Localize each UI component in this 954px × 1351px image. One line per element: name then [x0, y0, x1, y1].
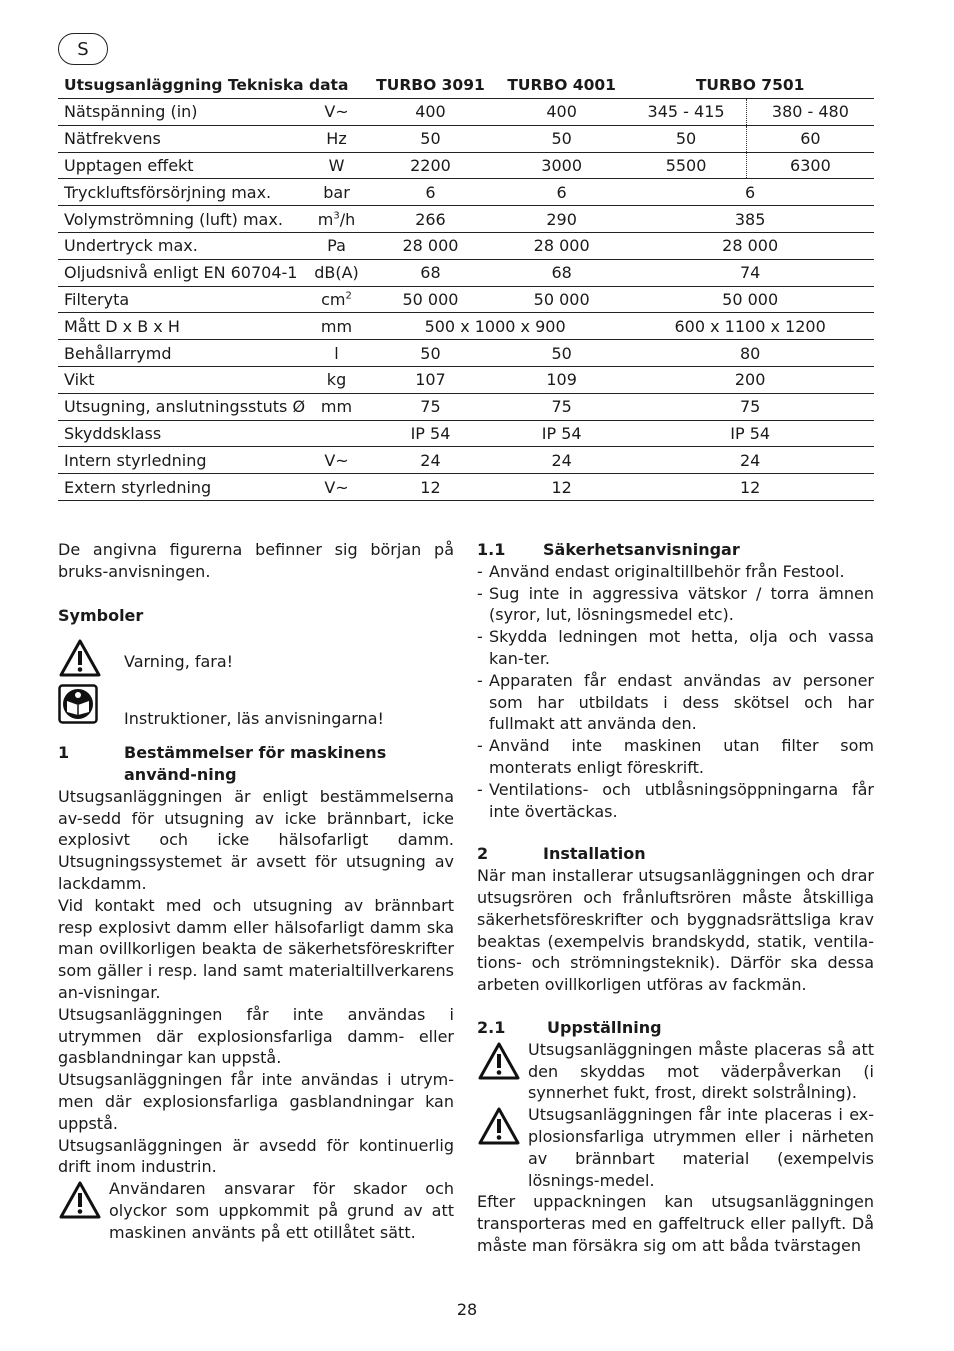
value-turbo-3091: 50: [364, 340, 497, 367]
value-turbo-7501: 6: [626, 179, 874, 206]
section-title: Uppställning: [547, 1017, 662, 1037]
row-unit: [309, 420, 364, 447]
warning-triangle-icon: [477, 1041, 521, 1081]
paragraph: Utsugsanläggningen får inte användas i utrym-men där explosionsfarliga gasblandningar kan uppstå.: [58, 1070, 454, 1133]
row-unit: l: [309, 340, 364, 367]
list-item: - Använd inte maskinen utan filter som monterats enligt föreskrift.: [477, 735, 874, 779]
row-label: Tryckluftsförsörjning max.: [58, 179, 309, 206]
value-turbo-4001: 3000: [497, 152, 626, 179]
row-label: Filteryta: [58, 286, 309, 313]
warning-text: Utsugsanläggningen måste placeras så att den skyddas mot väderpåverkan (i synnerhet fukt, frost, direkt solstrålning).: [528, 1039, 874, 1103]
warning-triangle-icon: [58, 1180, 102, 1220]
value-turbo-3091: 50: [364, 125, 497, 152]
value-turbo-3091: 266: [364, 206, 497, 233]
value-turbo-4001: 50: [497, 340, 626, 367]
intro-text: De angivna figurerna befinner sig början på bruks-anvisningen.: [58, 540, 454, 581]
value-turbo-3091: 28 000: [364, 232, 497, 259]
row-unit: mm: [309, 393, 364, 420]
warning-block: [58, 1178, 454, 1243]
paragraph: När man installerar utsugsanläggningen och drar utsugsrören och frånluftsrören måste åtskilliga säkerhetsföreskrifter och byggnadsrättsliga krav beaktas (exempelvis brandskydd, statik, ventila-tions- och strömningsteknik). Därför ska dessa arbeten ovillkorligen utföras av fackmän.: [477, 866, 874, 995]
paragraph: Utsugsanläggningen får inte användas i utrymmen där explosionsfarliga damm- eller gasblandningar kan uppstå.: [58, 1004, 454, 1068]
value-turbo-7501: 24: [626, 447, 874, 474]
value-turbo-7501: 28 000: [626, 232, 874, 259]
list-item: - Använd endast originaltillbehör från Festool.: [477, 561, 874, 583]
row-unit: dB(A): [309, 259, 364, 286]
section-number: 1.1: [477, 540, 506, 559]
table-row: [58, 99, 874, 126]
symbols-heading: Symboler: [58, 605, 144, 625]
value-turbo-3091: 107: [364, 366, 497, 393]
list-item: - Apparaten får endast användas av personer som har utbildats i dess skötsel och har fullmakt att använda den.: [477, 670, 874, 735]
row-unit: V~: [309, 474, 364, 501]
row-label: Extern styrledning: [58, 474, 309, 501]
value-turbo-3091: 50 000: [364, 286, 497, 313]
list-item: - Ventilations- och utblåsningsöppningarna får inte övertäckas.: [477, 779, 874, 823]
value-turbo-4001: IP 54: [497, 420, 626, 447]
value-turbo-7501: 12: [626, 474, 874, 501]
symbol-warning-label: Varning, fara!: [124, 652, 234, 672]
paragraph: Utsugsanläggningen är avsedd för kontinuerlig drift inom industrin.: [58, 1135, 454, 1177]
table-row: [58, 474, 874, 501]
value-turbo-7501: 80: [626, 340, 874, 367]
value-turbo-4001: 24: [497, 447, 626, 474]
paragraph: Efter uppackningen kan utsugsanläggningen transporteras med en gaffeltruck eller pallyft. Då måste man försäkra sig om att båda tvärstagen: [477, 1192, 874, 1255]
value-turbo-3091: IP 54: [364, 420, 497, 447]
unit-base: cm: [321, 289, 346, 309]
row-label: Oljudsnivå enligt EN 60704-1: [58, 259, 309, 286]
left-column: [58, 539, 454, 1244]
row-label: Volymströmning (luft) max.: [58, 206, 309, 233]
table-header-row: [58, 74, 874, 99]
value-turbo-7501: IP 54: [626, 420, 874, 447]
warning-triangle-icon: [477, 1106, 521, 1146]
value-turbo-3091: 12: [364, 474, 497, 501]
warning-text: Användaren ansvarar för skador och olyckor som uppkommit på grund av att maskinen använts på ett otillåtet sätt.: [109, 1179, 454, 1242]
row-unit: [309, 286, 364, 313]
value-turbo-4001: 68: [497, 259, 626, 286]
section-number: 1: [58, 743, 70, 763]
section-title: Säkerhetsanvisningar: [543, 540, 740, 559]
table-row: [58, 313, 874, 340]
row-label: Nätspänning (in): [58, 99, 309, 126]
value-turbo-3091: 75: [364, 393, 497, 420]
value-turbo-3091: 68: [364, 259, 497, 286]
paragraph: Utsugsanläggningen är enligt bestämmelserna av-sedd för utsugning av icke brännbart, icke explosivt och icke hälsofarligt damm. Utsugningssystemet är avsett för utsugning av lackdamm.: [58, 786, 454, 893]
row-label: Skyddsklass: [58, 420, 309, 447]
read-manual-icon: [58, 684, 98, 724]
value-turbo-7501: 200: [626, 366, 874, 393]
table-row: [58, 286, 874, 313]
row-label: Utsugning, anslutningsstuts Ø: [58, 393, 309, 420]
unit-superscript: 2: [345, 290, 352, 302]
value-turbo-7501: 74: [626, 259, 874, 286]
value-turbo-4001: 109: [497, 366, 626, 393]
table-row: [58, 366, 874, 393]
paragraph: Vid kontakt med och utsugning av brännbart resp explosivt damm eller hälsofarligt damm ska man ovillkorligen beakta de säkerhetsföreskrifter som gäller i resp. land samt materialtillverkarens an-visningar.: [58, 895, 454, 1002]
value-turbo-4001: 28 000: [497, 232, 626, 259]
section-title: Installation: [543, 844, 646, 864]
language-badge: S: [58, 33, 108, 65]
section-2-1-heading: [477, 1017, 874, 1039]
col-header-turbo-7501: TURBO 7501: [626, 74, 874, 99]
symbol-instructions-label: Instruktioner, läs anvisningarna!: [124, 709, 384, 729]
row-label: Undertryck max.: [58, 232, 309, 259]
value-turbo-7501: 50 000: [626, 286, 874, 313]
table-row: [58, 152, 874, 179]
row-label: Nätfrekvens: [58, 125, 309, 152]
value-turbo-4001: 400: [497, 99, 626, 126]
value-turbo-4001: 12: [497, 474, 626, 501]
value-turbo-7501: 75: [626, 393, 874, 420]
value-turbo-3091-4001: 500 x 1000 x 900: [364, 313, 626, 340]
row-label: Upptagen effekt: [58, 152, 309, 179]
row-label: Mått D x B x H: [58, 313, 309, 340]
warning-block: [477, 1039, 874, 1104]
value-turbo-7501: 600 x 1100 x 1200: [626, 313, 874, 340]
table-row: [58, 206, 874, 233]
value-turbo-7501-a: 345 - 415: [626, 99, 746, 126]
warning-triangle-icon: [58, 638, 102, 678]
row-unit: V~: [309, 99, 364, 126]
unit-tail: /h: [339, 209, 356, 229]
value-turbo-4001: 6: [497, 179, 626, 206]
unit-base: m: [317, 209, 334, 229]
table-row: [58, 259, 874, 286]
value-turbo-7501-b: 60: [746, 125, 874, 152]
value-turbo-7501-a: 50: [626, 125, 746, 152]
table-row: [58, 447, 874, 474]
right-column: [477, 539, 874, 1257]
list-item: - Skydda ledningen mot hetta, olja och vassa kan-ter.: [477, 626, 874, 670]
row-unit: Hz: [309, 125, 364, 152]
value-turbo-4001: 290: [497, 206, 626, 233]
row-label: Intern styrledning: [58, 447, 309, 474]
row-unit: [309, 206, 364, 233]
section-1-1-heading: [477, 539, 874, 561]
section-1-heading: [58, 742, 454, 786]
value-turbo-4001: 75: [497, 393, 626, 420]
section-2-heading: [477, 843, 874, 865]
technical-data-table: [58, 74, 874, 501]
symbol-warning-row: [58, 638, 454, 678]
value-turbo-7501-a: 5500: [626, 152, 746, 179]
row-unit: bar: [309, 179, 364, 206]
value-turbo-4001: 50: [497, 125, 626, 152]
row-unit: W: [309, 152, 364, 179]
unit-superscript: 3: [333, 210, 340, 222]
section-number: 2.1: [477, 1017, 506, 1037]
table-row: [58, 340, 874, 367]
table-title: Utsugsanläggning Tekniska data: [58, 74, 364, 99]
section-title: Bestämmelser för maskinens använd-ning: [124, 743, 387, 784]
value-turbo-7501-b: 380 - 480: [746, 99, 874, 126]
row-unit: kg: [309, 366, 364, 393]
row-unit: mm: [309, 313, 364, 340]
col-header-turbo-4001: TURBO 4001: [497, 74, 626, 99]
value-turbo-4001: 50 000: [497, 286, 626, 313]
warning-block: [477, 1104, 874, 1191]
safety-list: [477, 561, 874, 823]
value-turbo-3091: 6: [364, 179, 497, 206]
value-turbo-3091: 400: [364, 99, 497, 126]
warning-text: Utsugsanläggningen får inte placeras i ex-plosionsfarliga utrymmen eller i närheten av brännbart material (exempelvis lösnings-medel.: [528, 1105, 874, 1190]
table-row: [58, 420, 874, 447]
value-turbo-3091: 2200: [364, 152, 497, 179]
row-unit: V~: [309, 447, 364, 474]
table-row: [58, 232, 874, 259]
value-turbo-7501-b: 6300: [746, 152, 874, 179]
col-header-turbo-3091: TURBO 3091: [364, 74, 497, 99]
page-number: 28: [456, 1300, 478, 1319]
table-row: [58, 179, 874, 206]
value-turbo-3091: 24: [364, 447, 497, 474]
row-label: Behållarrymd: [58, 340, 309, 367]
row-unit: Pa: [309, 232, 364, 259]
table-row: [58, 125, 874, 152]
value-turbo-7501: 385: [626, 206, 874, 233]
row-label: Vikt: [58, 366, 309, 393]
section-number: 2: [477, 844, 489, 864]
symbol-instructions-row: [58, 684, 454, 730]
list-item: - Sug inte in aggressiva vätskor / torra ämnen (syror, lut, lösningsmedel etc).: [477, 583, 874, 627]
table-row: [58, 393, 874, 420]
